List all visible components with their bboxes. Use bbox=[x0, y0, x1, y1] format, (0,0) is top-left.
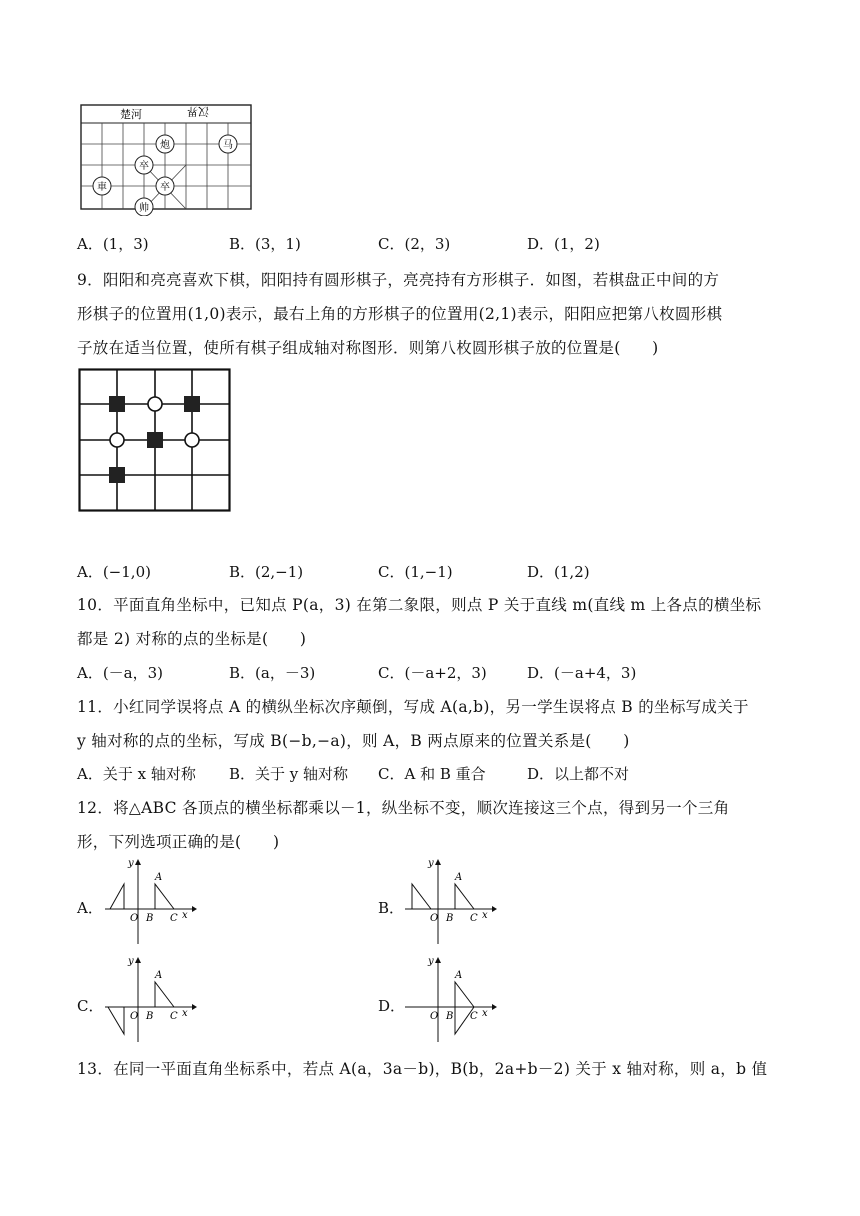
svg-text:C: C bbox=[470, 913, 478, 924]
q11-option-b: B．关于 y 轴对称 bbox=[229, 765, 349, 783]
q11-option-d: D．以上都不对 bbox=[527, 765, 630, 783]
river-label-right: 汉界 bbox=[187, 105, 209, 118]
chess-piece-zu-2 bbox=[156, 177, 174, 195]
svg-text:B: B bbox=[146, 1011, 154, 1022]
svg-text:x: x bbox=[182, 910, 188, 921]
q9-option-d: D．(1,2) bbox=[527, 563, 590, 581]
q8-option-c: C．(2，3) bbox=[378, 235, 451, 253]
svg-text:車: 車 bbox=[97, 182, 107, 193]
q12-option-b-label: B． bbox=[378, 899, 405, 917]
svg-text:A: A bbox=[455, 970, 463, 981]
q8-option-a: A．(1，3) bbox=[77, 235, 149, 253]
chess-piece-pao bbox=[156, 135, 174, 153]
svg-text:x: x bbox=[482, 1008, 488, 1019]
svg-text:B: B bbox=[446, 1011, 454, 1022]
q8-option-b: B．(3，1) bbox=[229, 235, 301, 253]
q12-option-c-label: C． bbox=[77, 997, 104, 1015]
chess-board-figure bbox=[80, 104, 255, 216]
svg-text:帅: 帅 bbox=[139, 203, 149, 214]
svg-text:y: y bbox=[128, 858, 134, 869]
q10-option-c: C．(－a+2，3) bbox=[378, 664, 487, 682]
svg-text:C: C bbox=[470, 1011, 478, 1022]
svg-text:O: O bbox=[130, 913, 139, 924]
q9-text-line-1: 9．阳阳和亮亮喜欢下棋，阳阳持有圆形棋子，亮亮持有方形棋子．如图，若棋盘正中间的方 bbox=[77, 271, 720, 289]
q12-option-a-graph bbox=[100, 858, 200, 948]
chess-piece-ju bbox=[93, 177, 111, 195]
q13-text-line-1: 13．在同一平面直角坐标系中，若点 A(a，3a－b)，B(b，2a+b－2) 关于 x 轴对称，则 a，b 值 bbox=[77, 1060, 768, 1078]
svg-text:y: y bbox=[428, 956, 434, 967]
q10-option-a: A．(－a，3) bbox=[77, 664, 164, 682]
river-label: 楚河 bbox=[120, 108, 142, 121]
svg-text:炮: 炮 bbox=[160, 140, 170, 151]
q9-option-a: A．(−1,0) bbox=[77, 563, 151, 581]
svg-text:B: B bbox=[446, 913, 454, 924]
svg-text:C: C bbox=[170, 1011, 178, 1022]
q12-option-a-label: A． bbox=[77, 899, 103, 917]
q12-option-d-label: D． bbox=[378, 997, 406, 1015]
q9-option-c: C．(1,−1) bbox=[378, 563, 453, 581]
q10-option-d: D．(－a+4，3) bbox=[527, 664, 637, 682]
svg-text:A: A bbox=[155, 970, 163, 981]
q10-option-b: B．(a，－3) bbox=[229, 664, 316, 682]
q9-option-b: B．(2,−1) bbox=[229, 563, 304, 581]
q11-option-a: A．关于 x 轴对称 bbox=[77, 765, 196, 783]
svg-text:x: x bbox=[482, 910, 488, 921]
chess-piece-shuai bbox=[135, 198, 153, 216]
svg-text:O: O bbox=[430, 1011, 439, 1022]
svg-text:y: y bbox=[128, 956, 134, 967]
svg-text:卒: 卒 bbox=[160, 182, 170, 193]
svg-text:B: B bbox=[146, 913, 154, 924]
svg-text:A: A bbox=[455, 872, 463, 883]
q8-option-d: D．(1，2) bbox=[527, 235, 600, 253]
q12-option-d-graph bbox=[400, 956, 500, 1046]
svg-text:y: y bbox=[428, 858, 434, 869]
q9-text-line-2: 形棋子的位置用(1,0)表示，最右上角的方形棋子的位置用(2,1)表示，阳阳应把第八枚圆形棋 bbox=[77, 305, 723, 323]
q12-option-c-graph bbox=[100, 956, 200, 1046]
q11-text-line-1: 11．小红同学误将点 A 的横纵坐标次序颠倒，写成 A(a,b)，另一学生误将点 B 的坐标写成关于 bbox=[77, 698, 749, 716]
q12-option-b-graph bbox=[400, 858, 500, 948]
q11-text-line-2: y 轴对称的点的坐标，写成 B(−b,−a)，则 A，B 两点原来的位置关系是( ) bbox=[77, 732, 630, 750]
svg-text:O: O bbox=[130, 1011, 139, 1022]
q10-text-line-1: 10．平面直角坐标中，已知点 P(a，3) 在第二象限，则点 P 关于直线 m(直线 m 上各点的横坐标 bbox=[77, 596, 762, 614]
svg-text:A: A bbox=[155, 872, 163, 883]
q10-text-line-2: 都是 2) 对称的点的坐标是( ) bbox=[77, 630, 307, 648]
svg-text:O: O bbox=[430, 913, 439, 924]
go-board-figure bbox=[78, 368, 232, 514]
q9-text-line-3: 子放在适当位置，使所有棋子组成轴对称图形．则第八枚圆形棋子放的位置是( ) bbox=[77, 339, 659, 357]
q11-option-c: C．A 和 B 重合 bbox=[378, 765, 486, 783]
chess-piece-ma bbox=[219, 135, 237, 153]
svg-text:卒: 卒 bbox=[139, 161, 149, 172]
q12-text-line-1: 12．将△ABC 各顶点的横坐标都乘以－1，纵坐标不变，顺次连接这三个点，得到另一个三角 bbox=[77, 799, 730, 817]
svg-text:马: 马 bbox=[223, 140, 233, 151]
chess-piece-zu-1 bbox=[135, 156, 153, 174]
q12-text-line-2: 形，下列选项正确的是( ) bbox=[77, 833, 280, 851]
svg-text:C: C bbox=[170, 913, 178, 924]
svg-text:x: x bbox=[182, 1008, 188, 1019]
